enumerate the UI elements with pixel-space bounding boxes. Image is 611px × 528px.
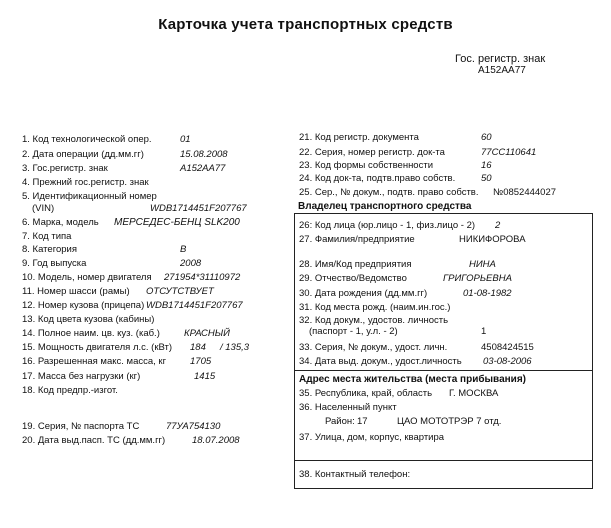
field-label: 12. Номер кузова (прицепа) [22,300,145,311]
field-value: 77СС110641 [481,147,537,158]
field-label: 20. Дата выд.пасп. ТС (дд.мм.гг) [22,435,166,446]
field-value: WDB1714451F207767 [146,300,243,311]
field-value: 16 [481,160,492,171]
owner-heading: Владелец транспортного средства [298,201,472,212]
field-value: НИКИФОРОВА [459,234,526,245]
field-value: Г. МОСКВА [449,388,499,399]
field-value: 1705 [190,356,212,367]
field-value: 01 [180,134,191,145]
reg-sign-value: А152АА77 [478,65,526,76]
field-label: 29. Отчество/Ведомство [299,273,407,284]
field-label: 24. Код док-та, подтв.право собств. [299,173,456,184]
field-label: (VIN) [32,203,55,214]
field-value: 01-08-1982 [463,288,512,299]
field-value: 18.07.2008 [192,435,240,446]
field-label: 15. Мощность двигателя л.с. (кВт) [22,342,173,353]
field-label: 23. Код формы собственности [299,160,434,171]
field-value: 4508424515 [481,342,534,353]
field-value: КРАСНЫЙ [184,328,230,339]
field-label: 34. Дата выд. докум., удост.личность [299,356,462,367]
field-label: 4. Прежний гос.регистр. знак [22,177,149,188]
field-label: 25. Сер., № докум., подтв. право собств. [299,187,479,198]
district-value: 17 [357,416,368,427]
divider [294,460,593,461]
field-label: 14. Полное наим. цв. куз. (каб.) [22,328,160,339]
field-value-secondary: / 135,3 [220,342,250,353]
field-label: 35. Республика, край, область [299,388,433,399]
field-value: 03-08-2006 [483,356,532,367]
field-label: 11. Номер шасси (рамы) [22,286,130,297]
field-value: 1 [481,326,487,337]
field-label: 33. Серия, № докум., удост. личн. [299,342,448,353]
field-value: №0852444027 [493,187,557,198]
field-label: 5. Идентификационный номер [22,191,157,202]
field-label: 9. Год выпуска [22,258,87,269]
field-label: 10. Модель, номер двигателя [22,272,152,283]
field-label: 13. Код цвета кузова (кабины) [22,314,155,325]
field-value: 2 [495,220,501,231]
field-value: 2008 [180,258,202,269]
field-label: 28. Имя/Код предприятия [299,259,412,270]
field-value: МЕРСЕДЕС-БЕНЦ SLK200 [114,217,240,228]
field-value: WDB1714451F207767 [150,203,247,214]
field-label: 38. Контактный телефон: [299,469,411,480]
field-label: 18. Код предпр.-изгот. [22,385,118,396]
field-label: 27. Фамилия/предприятие [299,234,415,245]
field-value: 1415 [194,371,216,382]
field-label: 1. Код технологической опер. [22,134,152,145]
field-value: 271954*31110972 [164,272,241,283]
district-name: ЦАО МОТОТРЭР 7 отд. [397,416,502,427]
field-label: 8. Категория [22,244,77,255]
address-heading: Адрес места жительства (места прибывания) [299,374,526,385]
field-label: 6. Марка, модель [22,217,99,228]
district-label: Район: [325,416,355,427]
field-value: 60 [481,132,492,143]
field-label: 16. Разрешенная макс. масса, кг [22,356,167,367]
field-label: 19. Серия, № паспорта ТС [22,421,140,432]
field-value: 184 [190,342,206,353]
field-label: (паспорт - 1, у.л. - 2) [309,326,398,337]
field-value: А152АА77 [180,163,226,174]
field-label: 37. Улица, дом, корпус, квартира [299,432,445,443]
field-label: 31. Код места рожд. (наим.ин.гос.) [299,302,451,313]
field-label: 26: Код лица (юр.лицо - 1, физ.лицо - 2) [299,220,476,231]
field-value: НИНА [469,259,496,270]
field-value: В [180,244,187,255]
divider [294,370,593,371]
field-label: 30. Дата рождения (дд.мм.гг) [299,288,428,299]
field-label: 21. Код регистр. документа [299,132,419,143]
field-label: 32. Код докум., удостов. личность [299,315,449,326]
field-label: 22. Серия, номер регистр. док-та [299,147,445,158]
field-value: 77УА754130 [166,421,221,432]
field-label: 7. Код типа [22,231,72,242]
field-label: 17. Масса без нагрузки (кг) [22,371,141,382]
field-label: 2. Дата операции (дд.мм.гг) [22,149,144,160]
page-title: Карточка учета транспортных средств [158,16,453,33]
field-value: ГРИГОРЬЕВНА [443,273,512,284]
field-value: 50 [481,173,492,184]
reg-sign-label: Гос. регистр. знак [455,53,546,65]
field-label: 36. Населенный пункт [299,402,397,413]
field-label: 3. Гос.регистр. знак [22,163,108,174]
field-value: ОТСУТСТВУЕТ [146,286,214,297]
field-value: 15.08.2008 [180,149,228,160]
